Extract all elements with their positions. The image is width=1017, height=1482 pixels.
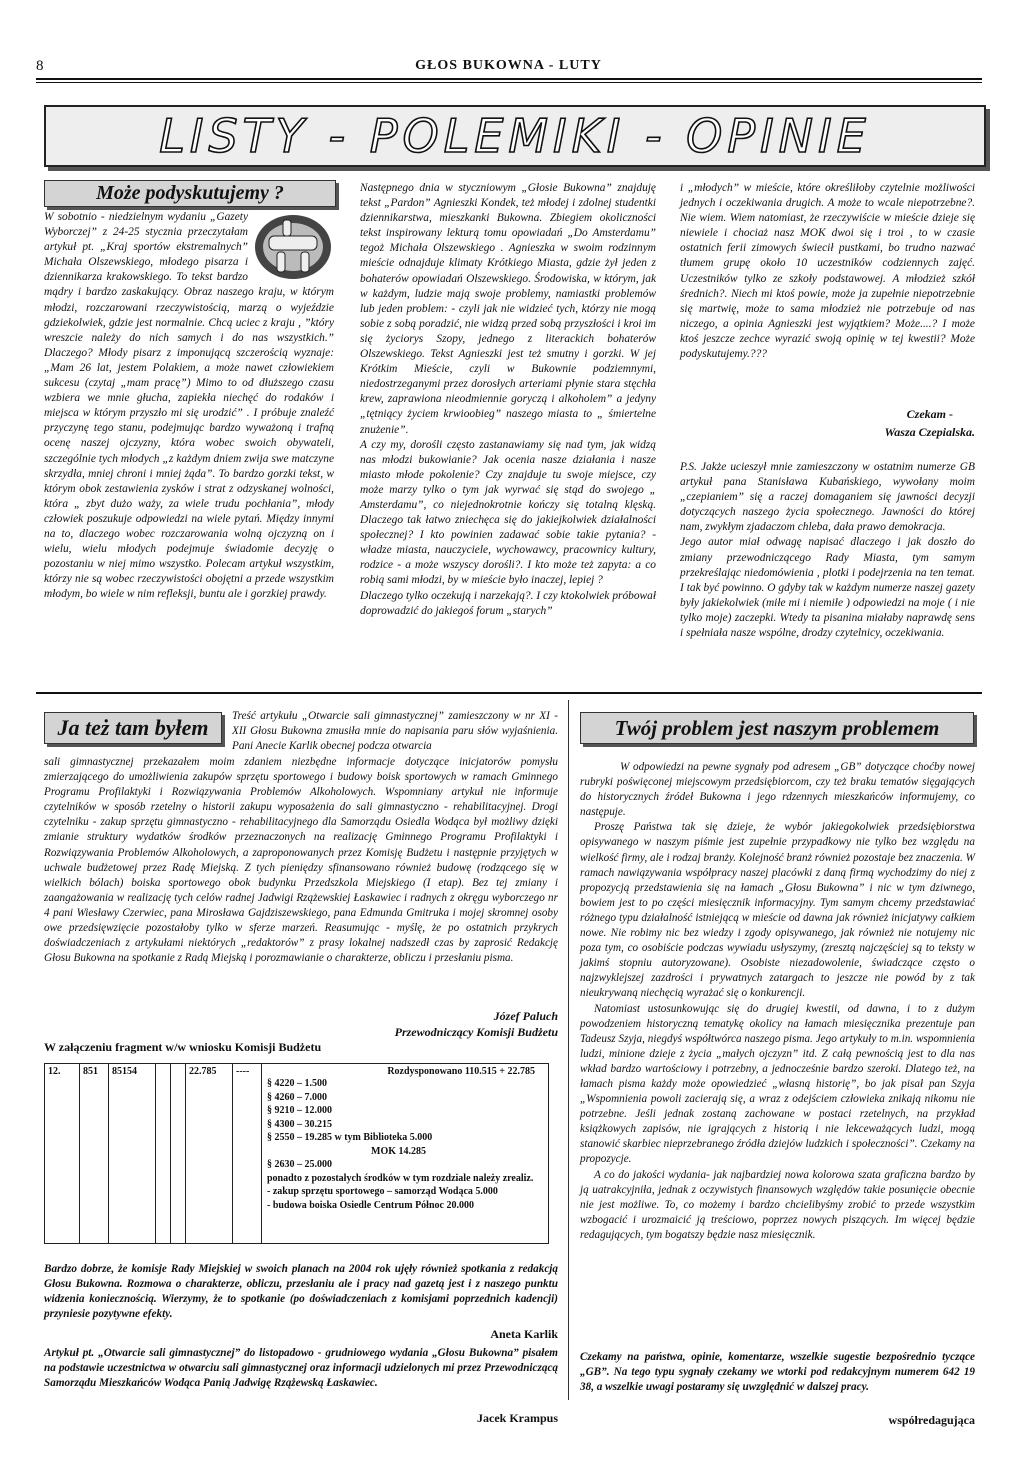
reply-signature: Aneta Karlik xyxy=(490,1327,558,1341)
paragraph: W sobotnio - niedzielnym wydaniu „Gazety Wyborczej” z 24-25 stycznia przeczytałam artykuł pt. „Kraj sportów ekstremalnych” Michała Olszewskiego, młodego pisarza i dziennikarza krakowskiego. To tekst bardzo mądry i bardzo zaskakujący. Obraz naszego kraju, w którym młodzi, rozczarowani rzeczywistością, marzą o wyjeździe gdziekolwiek, gdzie jest normalnie. Chcą uciec z kraju , ”który wreszcie należy do nich samych i do nas wszystkich.” Dlaczego? Młody pisarz z imponującą szczerością wyznaje: „Mam 26 lat, jestem Polakiem, a może nawet człowiekiem sukcesu (czytaj „mam pracę”) Mimo to od dłuższego czasu wzbiera we mnie głucha, zapiekła niechęć do rodaków i miejsca w którym przyszło mi się urodzić” . I próbuje znaleźć przyczynę tego stanu, podejmując bardzo wyważoną i trafną ocenę naszej ojczyzny, która wobec swoich obywateli, szczególnie tych młodych „z każdym dniem zwija swe matczyne skrzydła, mniej chroni i mniej żąda”. To bardzo gorzki tekst, w którym obok zestawienia zysków i strat z odzyskanej wolności, która „ zbyt dużo waży, za wiele trudu pochłania”, młody człowiek poszukuje odpowiedzi na wiele pytań. Między innymi na to, dlaczego wobec rozczarowania wolną ojczyzną on i wielu, wielu młodych podejmuje świadomie decyzję o pozostaniu w niej mimo wszystko. Polecam artykuł wszystkim, którzy nie są wobec rzeczywistości obojętni a przede wszystkim młodym, bo wiele w nim refleksji, buntu ale i gorzkiej prawdy. xyxy=(44,211,334,601)
section-divider xyxy=(36,692,982,694)
paragraph: Dlaczego tylko oczekują i narzekają?. I czy ktokolwiek próbował doprowadzić do jakiegoś forum „starych” xyxy=(360,589,656,617)
signature-line-1: Czekam - xyxy=(906,407,953,421)
article-body xyxy=(580,760,975,1352)
paragraph: Proszę Państwa tak się dzieje, że wybór jakiegokolwiek przedsiębiorstwa opisywanego w naszym piśmie jest zupełnie przypadkowy nie tylko bez względu na wielkość firmy, ale i rodzaj branży. Kolejność branż również pozostaje bez znaczenia. W ramach nawiązywania współpracy naszej placówki z daną firmą wychodzimy do niej z propozycją przedstawienia się na łamach „Głosu Bukowna” i nic w tym dziwnego, bowiem jest to po części miesięcznik informacyjny. Tym samym chcemy przedstawiać różnego typu działalność istniejącą w mieście od dawna jak również inicjatywy całkiem nowe. Nie robimy nic bez wiedzy i zgody opisywanego, jak również nie notujemy nic poza tym, co osobiście podczas wywiadu usłyszymy, (zresztą najczęściej są to teksty w jakimś stopniu autoryzowane). Osobiste niezadowolenie, świadczące często o najzwyklejszej zazdrości i prywatnych zatargach to jeszcze nie powód by z tak nieukrywaną niechęcią wyrażać się o konkurencji. xyxy=(580,821,975,1000)
table-line: § 4260 – 7.000 xyxy=(267,1091,327,1103)
table-line: § 2630 – 25.000 xyxy=(267,1159,332,1170)
signature-name: Józef Paluch xyxy=(493,1009,558,1023)
table-line: § 2550 – 19.285 w tym Biblioteka 5.000 xyxy=(267,1132,433,1143)
section-banner xyxy=(44,105,986,167)
article-title: Twój problem jest naszym problemem xyxy=(580,712,974,744)
paragraph: P.S. Jakże ucieszył mnie zamieszczony w ostatnim numerze GB artykuł pana Stanisława Kubańskiego, wywołany moim „czepianiem” się a raczej domaganiem się jawności decyzji dotyczących naszego życia społecznego. Jawności do której nam, zwykłym zjadaczom chleba, dała prawo demokracja. xyxy=(680,461,975,534)
table-cell: 12. xyxy=(45,1064,80,1244)
table-line: § 4300 – 30.215 xyxy=(267,1118,332,1130)
table-line: ponadto z pozostałych środków w tym rozdziale należy zrealiz. xyxy=(267,1172,534,1184)
signature-line-2: Wasza Czepialska. xyxy=(884,425,975,439)
paragraph: A co do jakości wydania- jak najbardziej nowa kolorowa szata graficzna bardzo by ją uatrakcyjniła, jednak z oczywistych finansowych względów takie posunięcie obecnie nie jest możliwe. To, co możemy i bardzo chcielibyśmy zrobić to przede wszystkim wzbogacić i urozmaicić ją treściowo, poprzez nowych piszących. Im więcej będzie redagujących, tym bogatszy będzie nasz miesięcznik. xyxy=(580,1168,975,1241)
table-header: Rozdysponowano 110.515 + 22.785 xyxy=(387,1066,535,1077)
page-number: 8 xyxy=(36,58,44,74)
editor-reply: Bardzo dobrze, że komisje Rady Miejskiej w swoich planach na 2004 rok ujęły również spotkania z redakcją Głosu Bukowna. Rozmowa o charakterze, obliczu, przesłaniu ale i pracy nad gazetą jest i z naszego punktu widzenia koniecznością. Wierzymy, że to spotkanie (po doświadczeniach z komisjami poprzednich kadencji) przyniesie pozytywne efekty. xyxy=(44,1263,558,1321)
table-line: - zakup sprzętu sportowego – samorząd Wodąca 5.000 xyxy=(267,1186,498,1197)
attachment-label: W załączeniu fragment w/w wniosku Komisji Budżetu xyxy=(44,1040,322,1054)
article-column-1 xyxy=(44,210,334,690)
author-note: Artykuł pt. „Otwarcie sali gimnastycznej” do listopadowo - grudniowego wydania „Głosu Bukowna” pisałem na podstawie uczestnictwa w otwarciu sali gimnastycznej oraz informacji udzielonych mi przez Przewodniczącą Samorządu Mieszkańców Wodąca Panią Jadwigę Rzążewską Łaskawiec. xyxy=(44,1347,558,1390)
article-body: sali gimnastycznej przekazałem moim zdaniem niezbędne informacje dotyczące inicjatorów pomysłu zmierzającego do umożliwienia zakupów sprzętu sportowego i budowy boisk sportowych w ramach Gminnego Programu Profilaktyki i Rozwiązywania Problemów Alkoholowych. Wspomniany artykuł nie informuje czytelników w sposób rzetelny o historii zakupu wyposażenia do sali gimnastyczno - rehabilitacyjnej. Drogi czytelniku - zakup sprzętu gimnastyczno - rehabilitacyjnego dla Samorządu Osiedla Wodąca był możliwy dzięki zmianie struktury wydatków środków przeznaczonych na realizację Gminnego Programu Profilaktyki i Rozwiązywania Problemów Alkoholowych, a zaproponowanych przez Komisję Budżetu i następnie przyjętych w uchwale budżetowej przez Radę Miejską. Z tych pieniędzy sfinansowano również budowę (rodzącego się w wielkich bólach) boiska sportowego obok budynku Przedszkola Miejskiego (I etap). Bez tej zmiany i zaangażowania w realizację tych celów radnej Jadwigi Rzążewskiej Łaskawiec i radnych z okręgu wyborczego nr 4 pani Wiesławy Czerwiec, pana Mirosława Gajdziszewskiego, pana Edmunda Gmitruka i mojej skromnej osoby owe przedsięwzięcie pozostałoby tylko w sferze marzeń. Reasumując - myślę, że po ostatnich przykrych doświadczeniach z artykułami niektórych „redaktorów” z prasy lokalnej nadszedł czas by zaprosić Redakcję Głosu Bukowna na spotkanie z Radą Miejską i porozmawianie o charakterze, obliczu i przesłaniu pisma. xyxy=(44,756,558,965)
paragraph: Następnego dnia w styczniowym „Głosie Bukowna” znajduję tekst „Pardon” Agnieszki Kondek, też młodej i zdolnej studentki dziennikarstwa, mieszkanki Bukowna. Zbiegiem okoliczności tekst inspirowany lekturą tomu opowiadań „Do Amsterdamu” tegoż Michała Olszewskiego . Agnieszka w swoim rodzinnym mieście odnajduje klimaty Krótkiego Miasta, gdzie żył jeden z bohaterów opowiadań Olszewskiego. Środowiska, w którym, jak w każdym, ludzie mają swoje problemy, namiastki problemów lub jeden problem: - czyli jak nie widzieć tych, którzy nie mogą sobie z sobą poradzić, nie widzą przed sobą przyszłości i kroi im się życiorys Szopy, jednego z literackich bohaterów Olszewskiego. Tekst Agnieszki jest też smutny i gorzki. W jej Krótkim Mieście, czyli w Bukownie podziemnymi, niedostrzeganymi przez dorosłych arteriami płynie stara stęchła krew, zaprawiona nieodmiennie goryczą i alkoholem” a jedyny „tętniący życiem krwioobieg” naszego miasta to „ śmiertelne znużenie”. xyxy=(360,182,656,436)
paragraph: W odpowiedzi na pewne sygnały pod adresem „GB” dotyczące choćby nowej rubryki poświęconej miejscowym przedsiębiorcom, czy też braku tematów sięgających do historycznych źródeł Bukowna i jego rdzennych mieszkańców informujemy, co następuje. xyxy=(580,761,975,819)
paragraph: A czy my, dorośli często zastanawiamy się nad tym, jak widzą nas młodzi bukowianie? Jak ocenia nasze działania i nasze miasto młode pokolenie? Czy znajduje tu swoje miejsce, czy może marzy tylko o tym jak wyrwać się stąd do swojego „ Amsterdamu”, co niejednokrotnie kończy się totalną klęską. Dlaczego tak łatwo zniechęca się do jakiejkolwiek działalności społecznej? I kto powinien zadawać sobie takie pytania? - władze miasta, nauczyciele, wychowawcy, pracownicy kultury, rodzice - a może wszyscy dorośli?. I kto może też zapyta: a co robią sami młodzi, by w mieście było inaczej, lepiej ? xyxy=(360,438,656,587)
paragraph: Natomiast ustosunkowując się do drugiej kwestii, od dawna, i to z dużym powodzeniem historyczną tematykę okolicy na łamach miesięcznika prezentuje pan Tadeusz Szyja, niegdyś współtwórca naszego pisma. Jego artykuły to m.in. wspomnienia ludzi, minione dzieje z życia „małych ojczyzn” itd. Z całą pewnością jest to dla nas wkład bardzo wartościowy i potrzebny, a jednocześnie bardzo szeroki. Dlatego też, na łamach pisma każdy może opowiedzieć „własną historię”, bo jak pisał pan Szyja „Wspomnienia powoli zacierają się, a wraz z odejściem człowieka znikają nikomu nie potrzebne. Jeśli jednak zostaną zachowane w postaci rzetelnych, na przykład książkowych zapisów, nie igrających z historią i nie lekceważących ludzi, mogą stanowić skarbiec nieprzebranego źródła dziejów ludzkich i społeczności”. Czekamy na propozycje. xyxy=(580,1002,975,1166)
budget-table xyxy=(44,1063,549,1244)
closing-note: Czekamy na państwa, opinie, komentarze, wszelkie sugestie bezpośrednio tyczące „GB”. Na tego typu sygnały czekamy we wtorki pod redakcyjnym numerem 642 19 38, a wszelkie uwagi postaramy się uwzględnić w dalszej pracy. xyxy=(580,1351,975,1394)
table-line: - budowa boiska Osiedle Centrum Północ 20.000 xyxy=(267,1199,474,1211)
article-title: Ja też tam byłem xyxy=(44,712,222,744)
header-rule xyxy=(36,78,982,80)
note-signature: Jacek Krampus xyxy=(477,1411,558,1425)
closing-signature: współredagująca xyxy=(888,1413,975,1427)
table-cell: 851 xyxy=(80,1064,109,1244)
table-cell xyxy=(262,1064,549,1244)
paragraph: Jego autor miał odwagę napisać dlaczego i jak doszło do zmiany przewodniczącego Rady Miasta, tym samym przekreślając niedomówienia , plotki i podejrzenia na ten temat. I tak być powinno. O gdyby tak w każdym numerze naszej gazety były jakiekolwiek (miłe mi i niemiłe ) odpowiedzi na moje ( i nie tylko moje) zaczepki. Wtedy ta pisanina miałaby naprawdę sens i spełniała nasze wspólne, drodzy czytelnicy, oczekiwania. xyxy=(680,536,975,640)
header-rule-thin xyxy=(36,82,982,83)
section-banner-title: LISTY - POLEMIKI - OPINIE xyxy=(159,109,871,163)
table-line: § 4220 – 1.500 xyxy=(267,1078,327,1089)
postscript xyxy=(680,460,975,685)
article-column-3 xyxy=(680,181,975,411)
table-line: MOK 14.285 xyxy=(371,1145,426,1157)
column-divider xyxy=(568,700,569,1400)
table-cell: ---- xyxy=(233,1064,262,1244)
table-cell: 22.785 xyxy=(186,1064,233,1244)
table-cell: 85154 xyxy=(109,1064,156,1244)
article-intro: Treść artykułu „Otwarcie sali gimnastycznej” zamieszczony w nr XI - XII Głosu Bukowna zmusiła mnie do napisania paru słów wyjaśnienia. Pani Anecie Karlik obecnej podcza otwarcia xyxy=(232,710,558,753)
article-column-2 xyxy=(360,181,656,686)
article-title: Może podyskutujemy ? xyxy=(44,180,336,207)
paragraph: i „młodych” w mieście, które określiłoby czytelnie możliwości jednych i oczekiwania drugich. A może to wcale niepotrzebne?. Nie wiem. Wiem natomiast, że rzeczywiście w mieście dzieje się niewiele i chociaż nasz MOK dwoi się i troi , to w czasie ostatnich ferii zimowych świecił pustkami, bo trudno nazwać tłumem grupę około 10 uczestników codziennych zajęć. Uczestników tylko ze szkoły podstawowej. A młodzież szkół średnich?. Niech mi ktoś powie, może ja zupełnie niepotrzebnie się martwię, może to sama młodzież nie potrzebuje od nas niczego, a opinia Agnieszki jest wyjątkiem? Może....? I może ktoś jeszcze zechce wyrazić swoją opinię w tej kwestii? Może podyskutujemy.??? xyxy=(680,182,975,361)
table-line: § 9210 – 12.000 xyxy=(267,1105,332,1116)
signature-role: Przewodniczący Komisji Budżetu xyxy=(394,1025,558,1039)
page-header: GŁOS BUKOWNA - LUTY xyxy=(415,58,602,73)
